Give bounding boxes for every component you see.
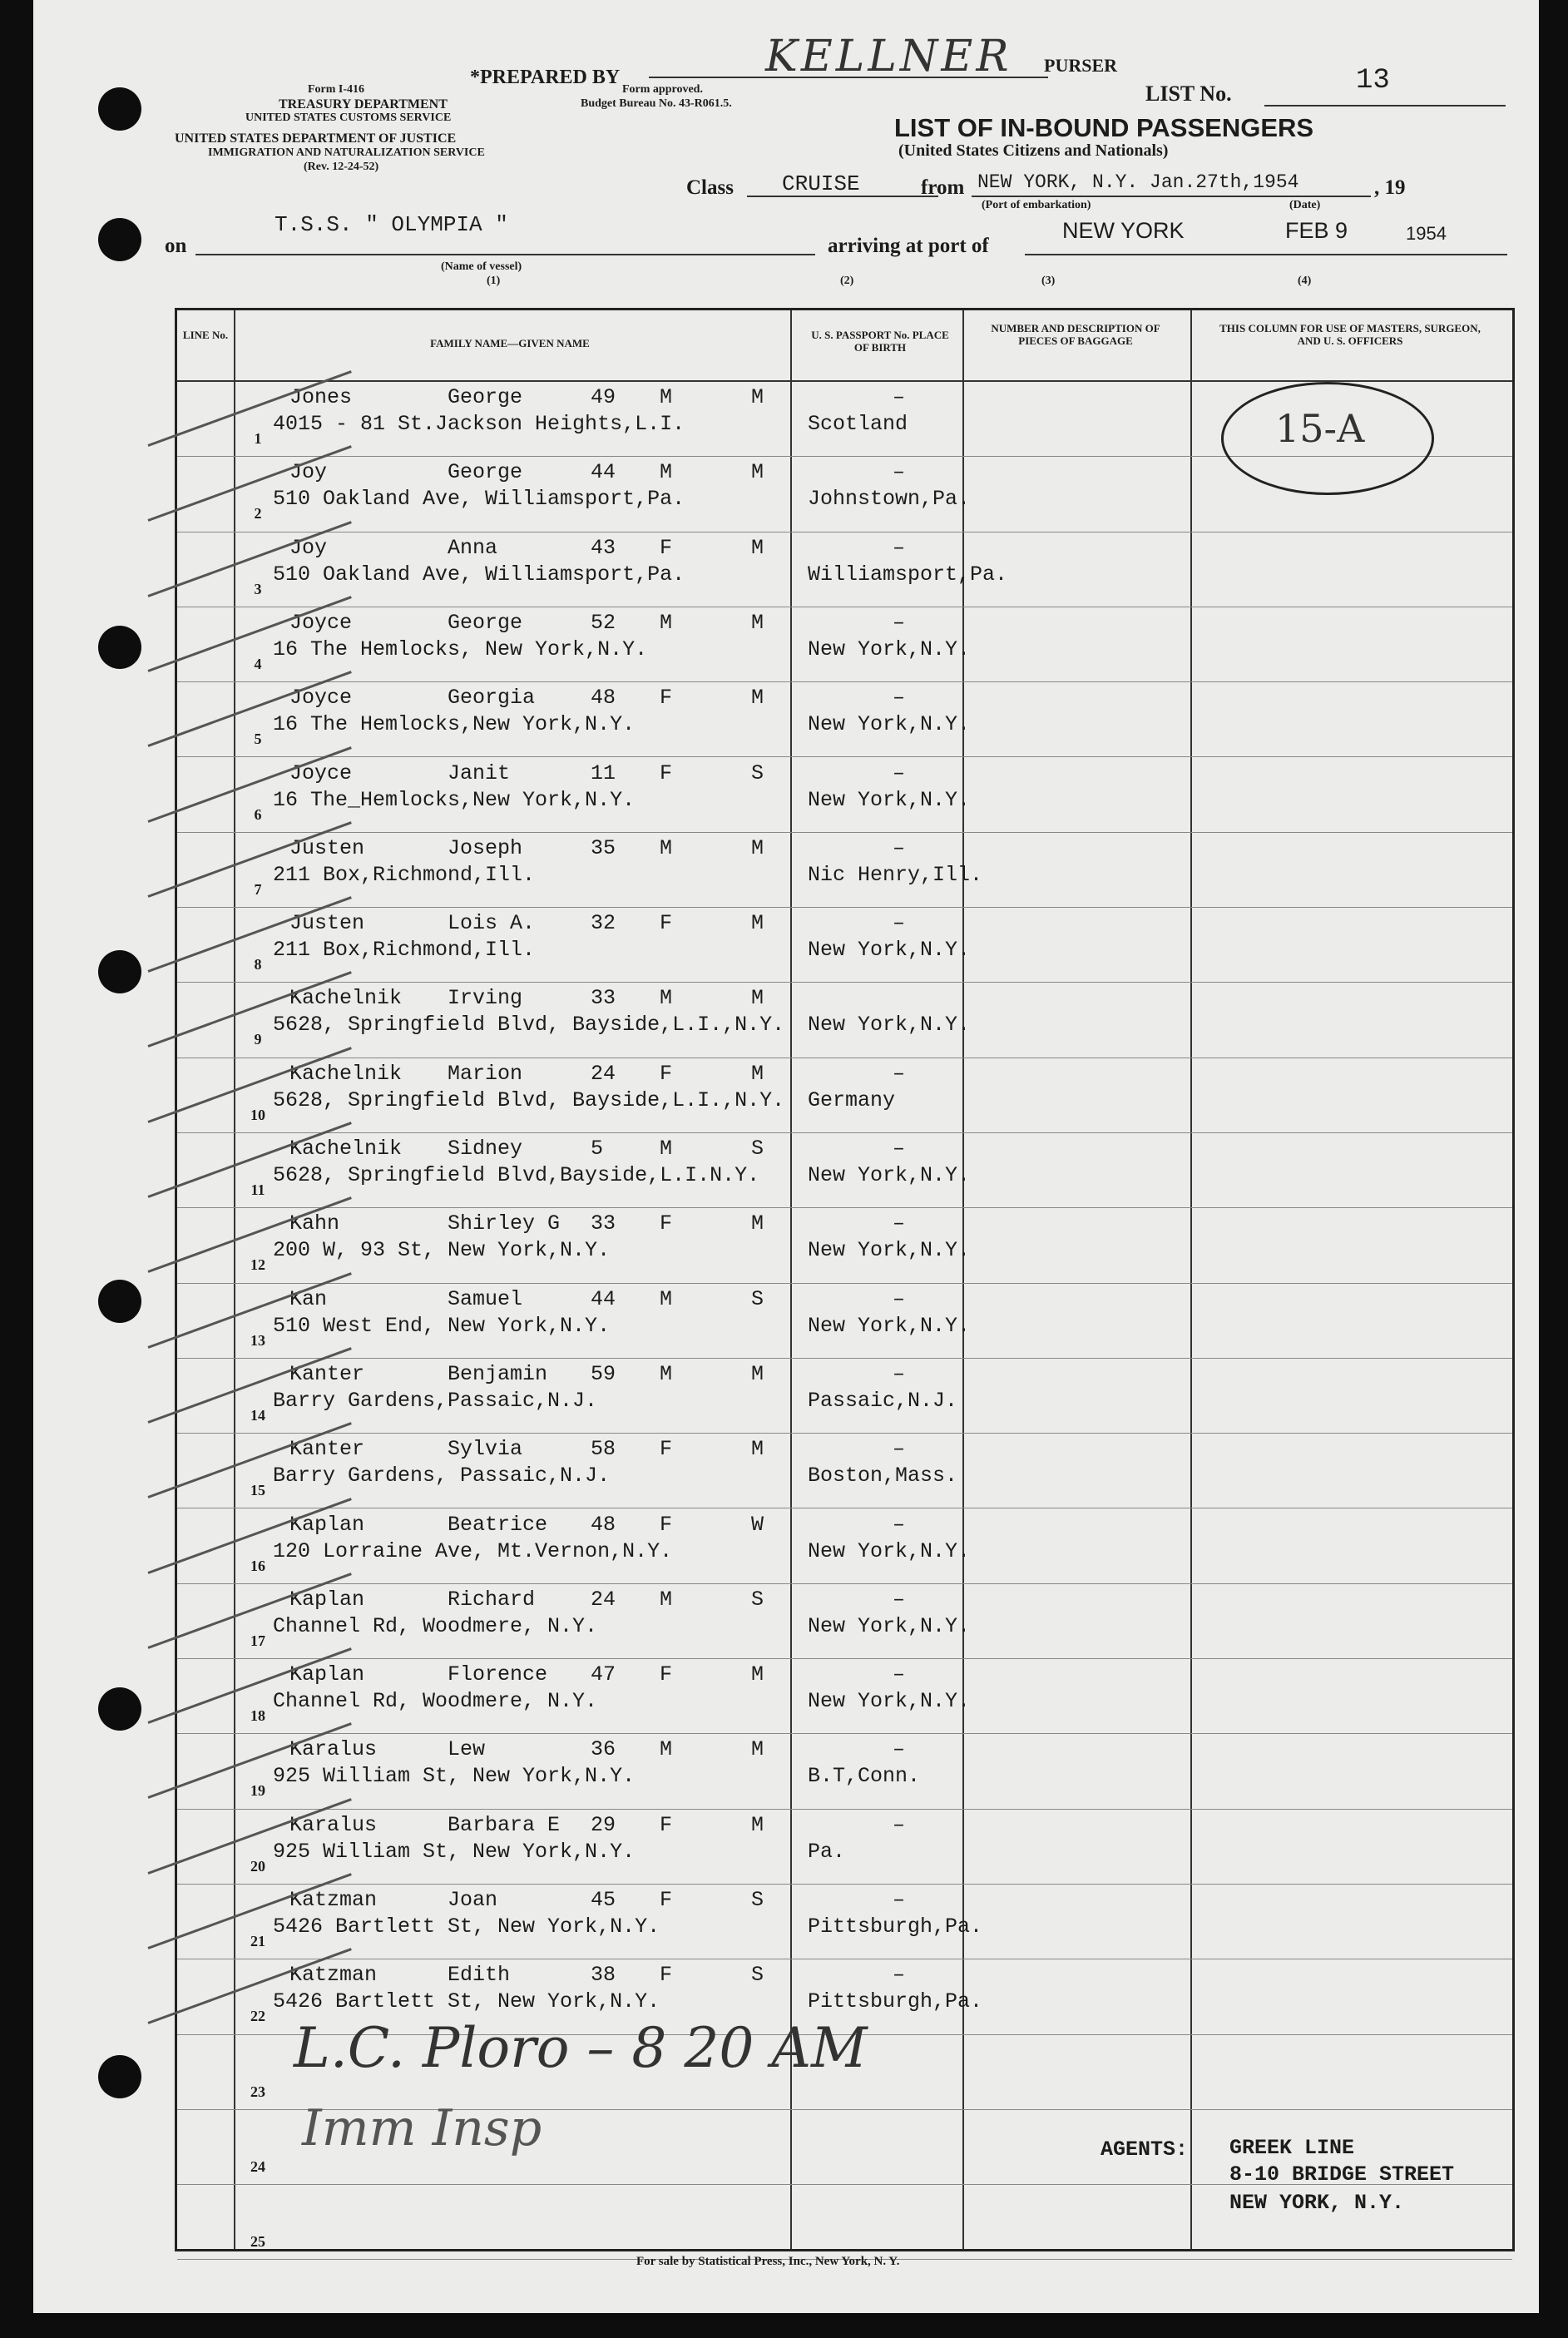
given-name: Samuel [448, 1286, 523, 1311]
address: 5628, Springfield Blvd, Bayside,L.I.,N.Y. [273, 1087, 785, 1112]
address: Channel Rd, Woodmere, N.Y. [273, 1613, 598, 1638]
line-number: 2 [254, 505, 262, 523]
dept-customs: UNITED STATES CUSTOMS SERVICE [245, 111, 452, 124]
line-number: 18 [250, 1707, 265, 1725]
punch-hole [98, 218, 141, 261]
family-name: Justen [289, 835, 365, 860]
marital-status: M [751, 986, 764, 1011]
header-passport: U. S. PASSPORT No. PLACE OF BIRTH [811, 329, 949, 354]
given-name: George [448, 610, 523, 635]
table-row [177, 983, 1512, 1058]
arriving-port: NEW YORK [1062, 218, 1185, 243]
line-number: 9 [254, 1031, 262, 1048]
arrival-date-stamp: FEB 9 [1285, 218, 1348, 243]
family-name: Kanter [289, 1437, 365, 1462]
address: 16 The_Hemlocks,New York,N.Y. [273, 787, 636, 812]
address: 5426 Bartlett St, New York,N.Y. [273, 1914, 660, 1939]
address: 16 The Hemlocks,New York,N.Y. [273, 712, 636, 737]
table-row [177, 758, 1512, 833]
punch-hole [98, 2055, 141, 2098]
punch-hole [98, 87, 141, 131]
marital-status: W [751, 1512, 764, 1537]
passport-number: – [893, 385, 906, 409]
age: 58 [591, 1437, 616, 1462]
sex: F [660, 1812, 673, 1837]
circled-note-text: 15-A [1275, 406, 1365, 451]
table-row [177, 532, 1512, 607]
table-row [177, 1509, 1512, 1584]
passport-number: – [893, 1812, 906, 1837]
age: 33 [591, 1211, 616, 1236]
age: 24 [591, 1061, 616, 1086]
purser-label: PURSER [1044, 55, 1118, 76]
given-name: Lois A. [448, 911, 536, 936]
header-baggage: NUMBER AND DESCRIPTION OF PIECES OF BAGGAGE [991, 322, 1160, 347]
marital-status: S [751, 1137, 764, 1161]
passport-number: – [893, 686, 906, 711]
vessel-name: T.S.S. " OLYMPIA " [275, 212, 508, 237]
address: Channel Rd, Woodmere, N.Y. [273, 1689, 598, 1714]
marital-status: M [751, 686, 764, 711]
sex: F [660, 1211, 673, 1236]
place-of-birth: Passaic,N.J. [808, 1388, 958, 1413]
punch-hole [98, 1687, 141, 1731]
sex: M [660, 1737, 673, 1762]
line-number: 10 [250, 1106, 265, 1123]
age: 44 [591, 1286, 616, 1311]
sex: F [660, 686, 673, 711]
punch-hole [98, 1280, 141, 1323]
sex: M [660, 1587, 673, 1612]
form-number: Form I-416 [308, 83, 365, 96]
list-no-line [1264, 105, 1506, 106]
marital-status: M [751, 1437, 764, 1462]
line-number: 3 [254, 580, 262, 597]
age: 38 [591, 1963, 616, 1988]
sex: F [660, 1512, 673, 1537]
date-caption: (Date) [1289, 199, 1321, 211]
col-caption-2: (2) [840, 275, 854, 287]
inspector-title: Imm Insp [302, 2099, 542, 2157]
passport-number: – [893, 1587, 906, 1612]
sex: M [660, 610, 673, 635]
place-of-birth: New York,N.Y. [808, 1689, 971, 1714]
given-name: Irving [448, 986, 523, 1011]
table-row [177, 1885, 1512, 1959]
passport-number: – [893, 1888, 906, 1912]
form-approved: Form approved. [622, 83, 703, 96]
line-number: 19 [250, 1782, 265, 1800]
given-name: Georgia [448, 686, 536, 711]
from-label: from [921, 176, 965, 199]
punch-hole [98, 626, 141, 669]
line-number: 23 [250, 2083, 265, 2100]
line-number: 15 [250, 1482, 265, 1499]
address: 4015 - 81 St.Jackson Heights,L.I. [273, 412, 685, 436]
passport-number: – [893, 1137, 906, 1161]
family-name: Karalus [289, 1737, 378, 1762]
line-number: 4 [254, 655, 262, 672]
given-name: Beatrice [448, 1512, 548, 1537]
header-name: FAMILY NAME—GIVEN NAME [430, 337, 590, 349]
place-of-birth: B.T,Conn. [808, 1764, 921, 1789]
arriving-label: arriving at port of [828, 235, 989, 257]
passport-number: – [893, 460, 906, 485]
line-number: 17 [250, 1632, 265, 1649]
punch-hole [98, 950, 141, 993]
sex: M [660, 385, 673, 409]
footer-printer: For sale by Statistical Press, Inc., New York, N. Y. [636, 2255, 900, 2268]
address: 16 The Hemlocks, New York,N.Y. [273, 637, 648, 661]
dept-justice: UNITED STATES DEPARTMENT OF JUSTICE [175, 131, 457, 146]
place-of-birth: Scotland [808, 412, 908, 436]
passport-number: – [893, 835, 906, 860]
age: 11 [591, 760, 616, 785]
family-name: Joy [289, 535, 328, 560]
sex: F [660, 1888, 673, 1912]
marital-status: M [751, 835, 764, 860]
given-name: Lew [448, 1737, 486, 1762]
given-name: Marion [448, 1061, 523, 1086]
place-of-birth: New York,N.Y. [808, 712, 971, 737]
sex: M [660, 1361, 673, 1386]
passport-number: – [893, 1662, 906, 1687]
age: 45 [591, 1888, 616, 1912]
from-value: NEW YORK, N.Y. Jan.27th,1954 [977, 171, 1299, 193]
class-value: CRUISE [782, 171, 860, 196]
line-number: 6 [254, 805, 262, 823]
table-row [177, 1133, 1512, 1208]
age: 43 [591, 535, 616, 560]
marital-status: S [751, 1587, 764, 1612]
family-name: Kaplan [289, 1512, 365, 1537]
given-name: Edith [448, 1963, 511, 1988]
marital-status: M [751, 1812, 764, 1837]
place-of-birth: Nic Henry,Ill. [808, 862, 983, 887]
place-of-birth: New York,N.Y. [808, 1613, 971, 1638]
address: Barry Gardens, Passaic,N.J. [273, 1464, 611, 1488]
address: 200 W, 93 St, New York,N.Y. [273, 1238, 611, 1263]
family-name: Kaplan [289, 1587, 365, 1612]
dept-treasury: TREASURY DEPARTMENT [279, 97, 448, 111]
list-no-value: 13 [1356, 65, 1390, 97]
family-name: Kan [289, 1286, 328, 1311]
passenger-table [175, 308, 1515, 2251]
family-name: Joyce [289, 686, 353, 711]
marital-status: M [751, 610, 764, 635]
address: 120 Lorraine Ave, Mt.Vernon,N.Y. [273, 1538, 673, 1563]
age: 44 [591, 460, 616, 485]
age: 24 [591, 1587, 616, 1612]
given-name: George [448, 385, 523, 409]
dept-immigration: IMMIGRATION AND NATURALIZATION SERVICE [208, 146, 485, 159]
line-number: 8 [254, 956, 262, 973]
table-row [177, 1734, 1512, 1809]
vessel-caption: (Name of vessel) [441, 260, 522, 273]
address: 510 Oakland Ave, Williamsport,Pa. [273, 562, 685, 587]
family-name: Kahn [289, 1211, 340, 1236]
address: 211 Box,Richmond,Ill. [273, 862, 536, 887]
family-name: Justen [289, 911, 365, 936]
line-number: 25 [250, 2233, 265, 2251]
place-of-birth: Pittsburgh,Pa. [808, 1989, 983, 2014]
prepared-by-label: *PREPARED BY [470, 67, 621, 88]
address: 925 William St, New York,N.Y. [273, 1764, 636, 1789]
sex: F [660, 1437, 673, 1462]
passport-number: – [893, 1437, 906, 1462]
place-of-birth: Johnstown,Pa. [808, 487, 971, 512]
age: 49 [591, 385, 616, 409]
form-subtitle: (United States Citizens and Nationals) [898, 141, 1169, 160]
given-name: Sidney [448, 1137, 523, 1161]
from-line [972, 196, 1371, 197]
line-number: 20 [250, 1857, 265, 1875]
age: 5 [591, 1137, 604, 1161]
passport-number: – [893, 1211, 906, 1236]
marital-status: S [751, 1286, 764, 1311]
sex: F [660, 1963, 673, 1988]
family-name: Jones [289, 385, 353, 409]
marital-status: M [751, 1361, 764, 1386]
vessel-line [195, 254, 815, 255]
address: 211 Box,Richmond,Ill. [273, 938, 536, 963]
age: 47 [591, 1662, 616, 1687]
marital-status: S [751, 1888, 764, 1912]
place-of-birth: New York,N.Y. [808, 1163, 971, 1187]
budget-bureau: Budget Bureau No. 43-R061.5. [581, 97, 732, 110]
sex: M [660, 986, 673, 1011]
table-row [177, 1208, 1512, 1283]
table-row [177, 908, 1512, 983]
passport-number: – [893, 1512, 906, 1537]
marital-status: M [751, 911, 764, 936]
table-row [177, 1284, 1512, 1359]
agents-name: GREEK LINE [1229, 2136, 1355, 2160]
line-number: 14 [250, 1406, 265, 1424]
age: 59 [591, 1361, 616, 1386]
place-of-birth: Boston,Mass. [808, 1464, 958, 1488]
age: 48 [591, 686, 616, 711]
year-label: , 19 [1374, 176, 1406, 199]
family-name: Kaplan [289, 1662, 365, 1687]
given-name: Sylvia [448, 1437, 523, 1462]
sex: F [660, 911, 673, 936]
passport-number: – [893, 1061, 906, 1086]
list-no-label: LIST No. [1145, 82, 1232, 106]
table-row [177, 682, 1512, 757]
line-number: 21 [250, 1933, 265, 1949]
header-officers: THIS COLUMN FOR USE OF MASTERS, SURGEON, AND U. S. OFFICERS [1219, 322, 1481, 347]
family-name: Kachelnik [289, 986, 403, 1011]
given-name: Benjamin [448, 1361, 548, 1386]
given-name: Joseph [448, 835, 523, 860]
marital-status: M [751, 1662, 764, 1687]
line-number: 13 [250, 1331, 265, 1349]
line-number: 5 [254, 731, 262, 748]
passport-number: – [893, 911, 906, 936]
age: 35 [591, 835, 616, 860]
family-name: Kachelnik [289, 1137, 403, 1161]
form-title: LIST OF IN-BOUND PASSENGERS [894, 113, 1314, 142]
col-caption-4: (4) [1298, 275, 1312, 287]
passport-number: – [893, 760, 906, 785]
line-number: 7 [254, 880, 262, 898]
marital-status: S [751, 1963, 764, 1988]
agents-address1: 8-10 BRIDGE STREET [1229, 2162, 1455, 2187]
table-row [177, 1434, 1512, 1508]
col-caption-3: (3) [1041, 275, 1056, 287]
on-label: on [165, 235, 187, 257]
family-name: Katzman [289, 1888, 378, 1912]
arriving-line [1025, 254, 1507, 255]
place-of-birth: New York,N.Y. [808, 637, 971, 661]
sex: M [660, 460, 673, 485]
port-embarkation-caption: (Port of embarkation) [982, 199, 1091, 211]
sex: M [660, 1286, 673, 1311]
address: 925 William St, New York,N.Y. [273, 1839, 636, 1864]
line-number: 1 [254, 430, 262, 447]
address: 510 Oakland Ave, Williamsport,Pa. [273, 487, 685, 512]
given-name: Janit [448, 760, 511, 785]
header-line-no: LINE No. [182, 329, 229, 341]
given-name: Florence [448, 1662, 548, 1687]
family-name: Joy [289, 460, 328, 485]
age: 33 [591, 986, 616, 1011]
inspector-signature: L.C. Ploro – 8 20 AM [294, 2016, 868, 2080]
line-number: 16 [250, 1557, 265, 1574]
place-of-birth: New York,N.Y. [808, 1013, 971, 1038]
family-name: Joyce [289, 760, 353, 785]
age: 36 [591, 1737, 616, 1762]
table-row [177, 1659, 1512, 1734]
address: 5628, Springfield Blvd, Bayside,L.I.,N.Y. [273, 1013, 785, 1038]
age: 48 [591, 1512, 616, 1537]
table-row [177, 833, 1512, 908]
place-of-birth: Pittsburgh,Pa. [808, 1914, 983, 1939]
passport-number: – [893, 535, 906, 560]
table-row [177, 1584, 1512, 1659]
line-number: 11 [250, 1181, 265, 1198]
line-number: 12 [250, 1256, 265, 1274]
marital-status: M [751, 385, 764, 409]
agents-address2: NEW YORK, N.Y. [1229, 2191, 1405, 2215]
table-row [177, 1359, 1512, 1434]
place-of-birth: New York,N.Y. [808, 1238, 971, 1263]
marital-status: M [751, 1737, 764, 1762]
line-number: 24 [250, 2157, 265, 2175]
line-number: 22 [250, 2008, 265, 2025]
passport-number: – [893, 1963, 906, 1988]
form-page [33, 0, 1539, 2313]
class-label: Class [686, 176, 734, 199]
sex: M [660, 835, 673, 860]
marital-status: M [751, 460, 764, 485]
age: 32 [591, 911, 616, 936]
family-name: Karalus [289, 1812, 378, 1837]
marital-status: S [751, 760, 764, 785]
given-name: Shirley G [448, 1211, 561, 1236]
family-name: Katzman [289, 1963, 378, 1988]
prepared-by-signature: KELLNER [765, 32, 1012, 82]
given-name: Richard [448, 1587, 536, 1612]
place-of-birth: New York,N.Y. [808, 787, 971, 812]
passport-number: – [893, 610, 906, 635]
address: 5426 Bartlett St, New York,N.Y. [273, 1989, 660, 2014]
family-name: Kanter [289, 1361, 365, 1386]
col-caption-1: (1) [487, 275, 501, 287]
agents-label: AGENTS: [1101, 2137, 1189, 2162]
sex: F [660, 535, 673, 560]
passport-number: – [893, 1737, 906, 1762]
place-of-birth: New York,N.Y. [808, 938, 971, 963]
form-revision: (Rev. 12-24-52) [304, 161, 379, 173]
place-of-birth: New York,N.Y. [808, 1538, 971, 1563]
place-of-birth: Germany [808, 1087, 896, 1112]
table-row [177, 1810, 1512, 1885]
marital-status: M [751, 535, 764, 560]
family-name: Kachelnik [289, 1061, 403, 1086]
place-of-birth: New York,N.Y. [808, 1313, 971, 1338]
sex: F [660, 760, 673, 785]
table-row [177, 607, 1512, 682]
arrival-year-stamp: 1954 [1406, 223, 1447, 244]
age: 52 [591, 610, 616, 635]
place-of-birth: Williamsport,Pa. [808, 562, 1008, 587]
family-name: Joyce [289, 610, 353, 635]
sex: F [660, 1662, 673, 1687]
given-name: Barbara E [448, 1812, 561, 1837]
address: 5628, Springfield Blvd,Bayside,L.I.N.Y. [273, 1163, 760, 1187]
given-name: George [448, 460, 523, 485]
marital-status: M [751, 1211, 764, 1236]
table-row [177, 1058, 1512, 1133]
sex: M [660, 1137, 673, 1161]
place-of-birth: Pa. [808, 1839, 846, 1864]
age: 29 [591, 1812, 616, 1837]
sex: F [660, 1061, 673, 1086]
given-name: Joan [448, 1888, 498, 1912]
address: Barry Gardens,Passaic,N.J. [273, 1388, 598, 1413]
marital-status: M [751, 1061, 764, 1086]
passport-number: – [893, 1286, 906, 1311]
address: 510 West End, New York,N.Y. [273, 1313, 611, 1338]
given-name: Anna [448, 535, 498, 560]
passport-number: – [893, 1361, 906, 1386]
